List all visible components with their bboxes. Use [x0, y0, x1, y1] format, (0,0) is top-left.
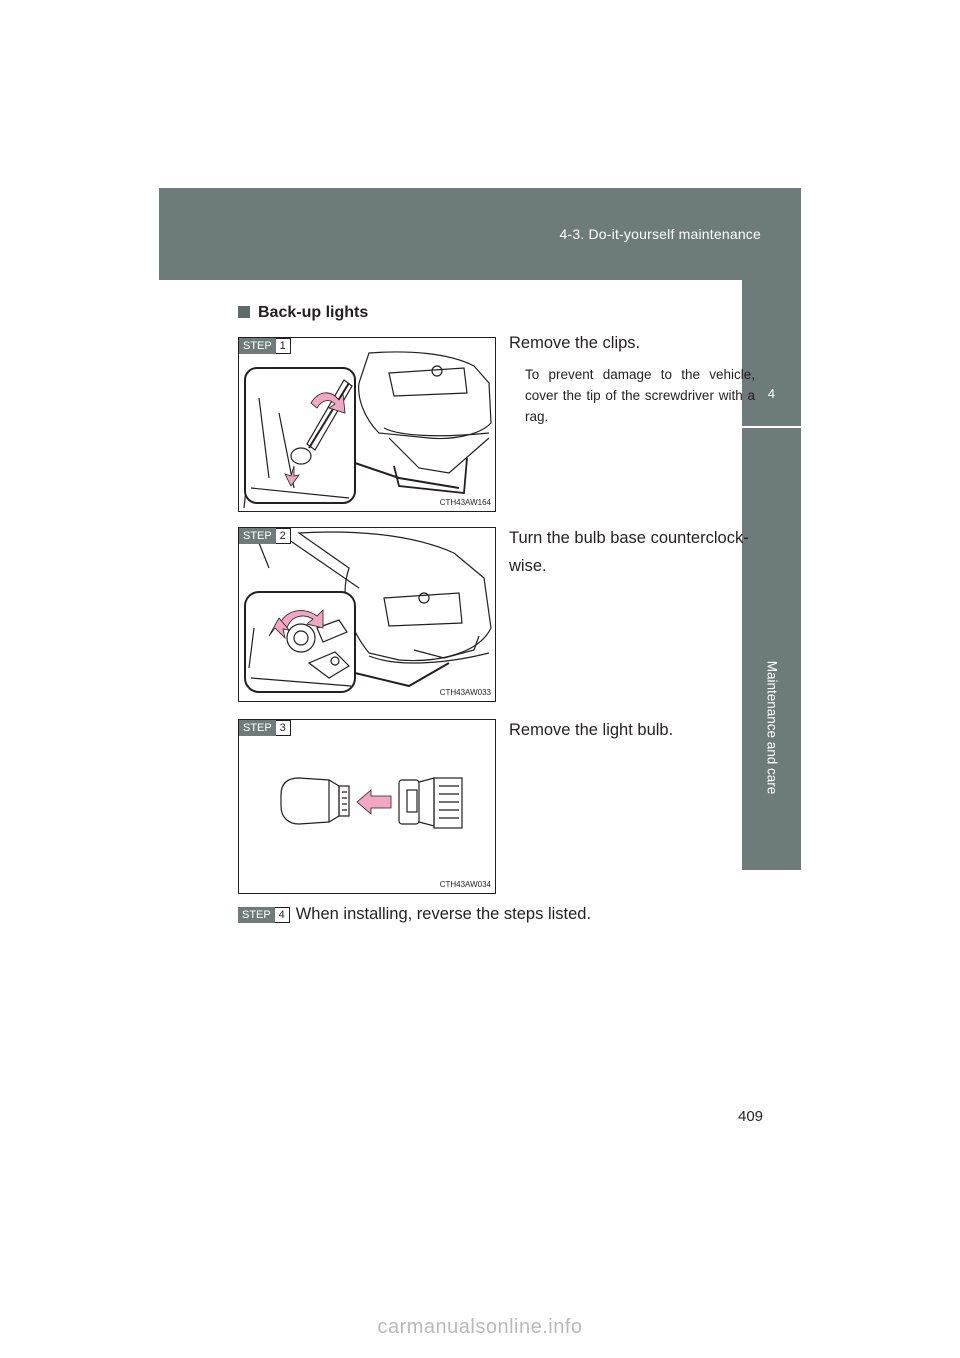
step-2-text: Turn the bulb base counterclock-wise. — [509, 529, 749, 575]
step-badge-2: STEP 2 — [239, 528, 291, 544]
section-title — [238, 304, 368, 322]
square-bullet-icon — [238, 306, 250, 318]
step-4-row — [238, 905, 591, 924]
step-badge-3: STEP 3 — [239, 720, 291, 736]
figure-code: CTH43AW164 — [439, 498, 491, 507]
screwdriver-clip-illustration — [239, 338, 495, 511]
figure-code: CTH43AW034 — [439, 880, 491, 889]
page-header — [159, 188, 801, 280]
header-title: 4-3. Do-it-yourself maintenance — [559, 226, 761, 242]
page-number: 409 — [738, 1108, 764, 1125]
step-1-note: To prevent damage to the vehicle, cover the tip of the screwdriver with a rag. — [525, 367, 755, 424]
figure-step-1 — [238, 337, 496, 512]
bulb-base-rotate-illustration — [239, 528, 495, 701]
figure-step-3 — [238, 719, 496, 894]
chapter-tab-label: Maintenance and care — [764, 660, 780, 795]
step-1-text: Remove the clips. — [509, 334, 641, 352]
step-badge-4: STEP 4 — [238, 907, 290, 923]
chapter-tab — [742, 428, 801, 870]
step-badge-1: STEP 1 — [239, 338, 291, 354]
figure-step-2 — [238, 527, 496, 702]
bulb-removal-illustration — [239, 720, 495, 893]
figure-code: CTH43AW033 — [439, 688, 491, 697]
chapter-number: 4 — [767, 386, 776, 401]
watermark: carmanualsonline.info — [377, 1316, 583, 1338]
section-title-text: Back-up lights — [258, 304, 369, 321]
step-4-text: When installing, reverse the steps listed. — [295, 905, 592, 923]
step-3-text: Remove the light bulb. — [509, 721, 674, 739]
